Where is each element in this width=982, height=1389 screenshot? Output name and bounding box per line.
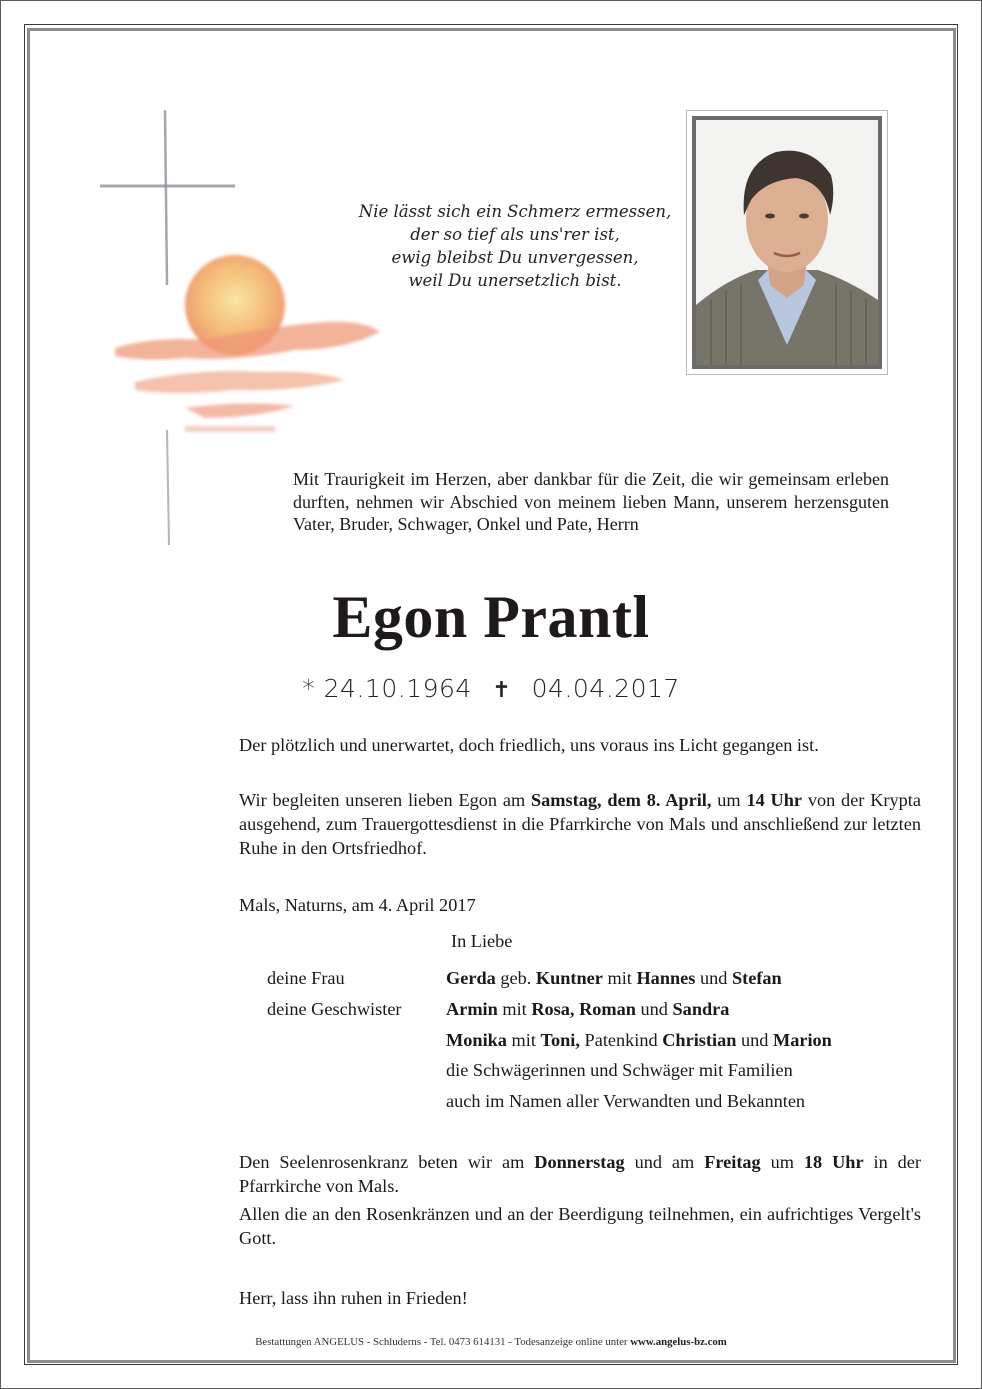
day: Freitag — [704, 1152, 761, 1172]
text: Den Seelenrosenkranz beten wir am — [239, 1152, 535, 1172]
name: Armin — [446, 999, 498, 1019]
poem-line: Nie lässt sich ein Schmerz ermessen, — [358, 202, 672, 221]
name: Rosa, Roman — [531, 999, 636, 1019]
poem-line: der so tief als uns'rer ist, — [410, 225, 620, 244]
name: Sandra — [672, 999, 730, 1019]
family-wife — [446, 968, 782, 989]
birth-date: 24.10.1964 — [323, 674, 472, 703]
paragraph-funeral — [239, 788, 921, 860]
poem-line: ewig bleibst Du unvergessen, — [391, 248, 639, 267]
closing-line: Herr, lass ihn ruhen in Frieden! — [239, 1288, 468, 1308]
name: Christian — [662, 1030, 737, 1050]
in-liebe: In Liebe — [451, 931, 513, 951]
deceased-name: Egon Prantl — [332, 584, 650, 650]
text: um — [760, 1152, 804, 1172]
portrait-frame — [686, 110, 888, 375]
name: Stefan — [731, 968, 782, 988]
text: und — [695, 968, 732, 988]
family-sibling-2 — [446, 1030, 832, 1051]
name: Hannes — [636, 968, 696, 988]
person-portrait-icon — [696, 120, 878, 365]
paragraph-rosary — [239, 1150, 921, 1198]
family-line-relatives: auch im Namen aller Verwandten und Bekannten — [446, 1091, 806, 1111]
text: Patenkind — [579, 1030, 663, 1050]
text: in der Pfarrkirche von Mals. — [239, 1152, 921, 1196]
family-line-in-laws: die Schwägerinnen und Schwäger mit Familien — [446, 1060, 793, 1080]
name: Gerda — [446, 968, 496, 988]
text: und — [736, 1030, 773, 1050]
text: um — [711, 790, 747, 810]
text: mit — [497, 999, 532, 1019]
footer-link[interactable]: www.angelus-bz.com — [630, 1336, 727, 1348]
text: von der Krypta ausgehend, zum Trauergottesdienst in die Pfarrkirche von Mals und anschließend zur letzten Ruhe in den Ortsfriedhof. — [239, 790, 921, 858]
place-date: Mals, Naturns, am 4. April 2017 — [239, 895, 476, 915]
cross-vertical-lower — [167, 430, 169, 545]
text: Wir begleiten unseren lieben Egon am — [239, 790, 531, 810]
death-date: 04.04.2017 — [531, 674, 680, 703]
poem — [330, 200, 700, 292]
cloud-2 — [135, 371, 345, 393]
portrait-photo — [692, 116, 882, 369]
funeral-time: 14 Uhr — [746, 790, 803, 810]
text: mit — [602, 968, 637, 988]
name: Kuntner — [535, 968, 603, 988]
time: 18 Uhr — [803, 1152, 864, 1172]
family-label-wife: deine Frau — [267, 968, 345, 988]
text: mit — [506, 1030, 541, 1050]
intro-text: Mit Traurigkeit im Herzen, aber dankbar für die Zeit, die wir gemeinsam erleben durften, nehmen wir Abschied von meinem lieben Mann, unserem herzensguten Vater, Bruder, Schwager, Onkel und Pate, Herrn — [293, 469, 889, 534]
day: Donnerstag — [534, 1152, 625, 1172]
footer — [0, 1336, 982, 1348]
cross-vertical — [165, 110, 167, 285]
name: Marion — [772, 1030, 832, 1050]
text: geb. — [495, 968, 536, 988]
funeral-date: Samstag, dem 8. April, — [531, 790, 712, 810]
poem-line: weil Du unersetzlich bist. — [408, 271, 622, 290]
cloud-3 — [185, 403, 295, 418]
paragraph-passing: Der plötzlich und unerwartet, doch friedlich, uns voraus ins Licht gegangen ist. — [239, 735, 819, 755]
life-dates — [0, 674, 982, 703]
text: und am — [624, 1152, 705, 1172]
family-label-siblings: deine Geschwister — [267, 999, 402, 1019]
family-sibling-1 — [446, 999, 729, 1020]
paragraph-thanks: Allen die an den Rosenkränzen und an der Beerdigung teilnehmen, ein aufrichtiges Vergelt's Gott. — [239, 1204, 921, 1248]
name: Monika — [446, 1030, 507, 1050]
death-cross-icon: ✝ — [492, 678, 512, 703]
birth-symbol: * — [302, 674, 316, 703]
name: Toni, — [540, 1030, 580, 1050]
footer-text: Bestattungen ANGELUS - Schluderns - Tel. 0473 614131 - Todesanzeige online unter — [255, 1336, 631, 1348]
text: und — [635, 999, 673, 1019]
cloud-4 — [185, 426, 275, 432]
